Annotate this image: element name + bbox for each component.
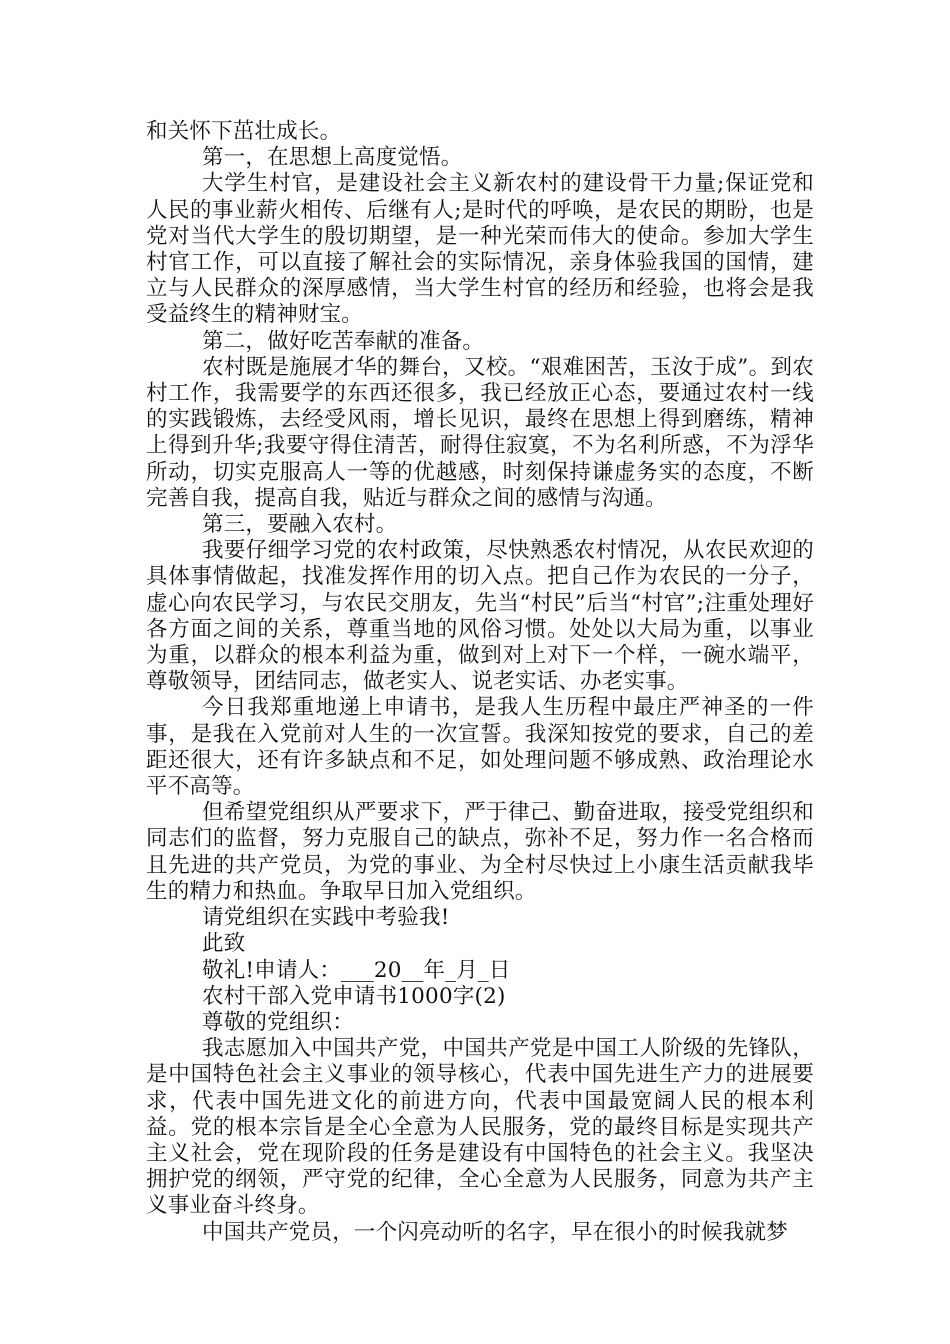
paragraph-8: 但希望党组织从严要求下，严于律己、勤奋进取，接受党组织和同志们的监督，努力克服自己的缺点，弥补不足，努力作一名合格而且先进的共产党员，为党的事业、为全村尽快过上小康生活贡献我毕生的精力和热血。争取早日加入党组织。: [146, 800, 814, 904]
paragraph-10: 此致: [202, 931, 246, 957]
paragraph-15: 中国共产党员，一个闪亮动听的名字，早在很小的时候我就梦: [202, 1219, 788, 1245]
paragraph-3: 第二，做好吃苦奉献的准备。: [202, 328, 485, 354]
paragraph-1: 第一，在思想上高度觉悟。: [202, 145, 463, 171]
paragraph-4: 农村既是施展才华的舞台，又校。“艰难困苦，玉汝于成”。到农村工作，我需要学的东西还很多，我已经放正心态，要通过农村一线的实践锻炼，去经受风雨，增长见识，最终在思想上得到磨练，精神上得到升华;我要守得住清苦，耐得住寂寞，不为名利所惑，不为浮华所动，切实克服高人一等的优越感，时刻保持谦虚务实的态度，不断完善自我，提高自我，贴近与群众之间的感情与沟通。: [146, 354, 814, 511]
paragraph-0: 和关怀下茁壮成长。: [146, 119, 342, 144]
paragraph-9: 请党组织在实践中考验我!: [202, 905, 450, 931]
paragraph-6: 我要仔细学习党的农村政策，尽快熟悉农村情况，从农民欢迎的具体事情做起，找准发挥作用的切入点。把自己作为农民的一分子，虚心向农民学习，与农民交朋友，先当“村民”后当“村官”;注重处理好各方面之间的关系，尊重当地的风俗习惯。处处以大局为重，以事业为重，以群众的根本利益为重，做到对上对下一个样，一碗水端平，尊敬领导，团结同志，做老实人、说老实话、办老实事。: [146, 538, 814, 695]
paragraph-5: 第三，要融入农村。: [202, 512, 398, 538]
paragraph-7: 今日我郑重地递上申请书，是我人生历程中最庄严神圣的一件事，是我在入党前对人生的一次宣誓。我深知按党的要求，自己的差距还很大，还有许多缺点和不足，如处理问题不够成熟、政治理论水平不高等。: [146, 695, 814, 800]
paragraph-11: 敬礼!申请人：___20__年_月_日: [202, 957, 511, 983]
paragraph-14: 我志愿加入中国共产党，中国共产党是中国工人阶级的先锋队，是中国特色社会主义事业的领导核心，代表中国先进生产力的进展要求，代表中国先进文化的前进方向，代表中国最宽阔人民的根本利益。党的根本宗旨是全心全意为人民服务，党的最终目标是实现共产主义社会，党在现阶段的任务是建设有中国特色的社会主义。我坚决拥护党的纲领，严守党的纪律，全心全意为人民服务，同意为共产主义事业奋斗终身。: [146, 1036, 814, 1219]
document-body: [146, 119, 814, 1246]
paragraph-13: 尊敬的党组织：: [202, 1009, 354, 1035]
paragraph-2: 大学生村官，是建设社会主义新农村的建设骨干力量;保证党和人民的事业薪火相传、后继有人;是时代的呼唤，是农民的期盼，也是党对当代大学生的殷切期望，是一种光荣而伟大的使命。参加大学生村官工作，可以直接了解社会的实际情况，亲身体验我国的国情，建立与人民群众的深厚感情，当大学生村官的经历和经验，也将会是我受益终生的精神财宝。: [146, 171, 814, 328]
paragraph-12: 农村干部入党申请书1000字(2): [202, 983, 506, 1009]
